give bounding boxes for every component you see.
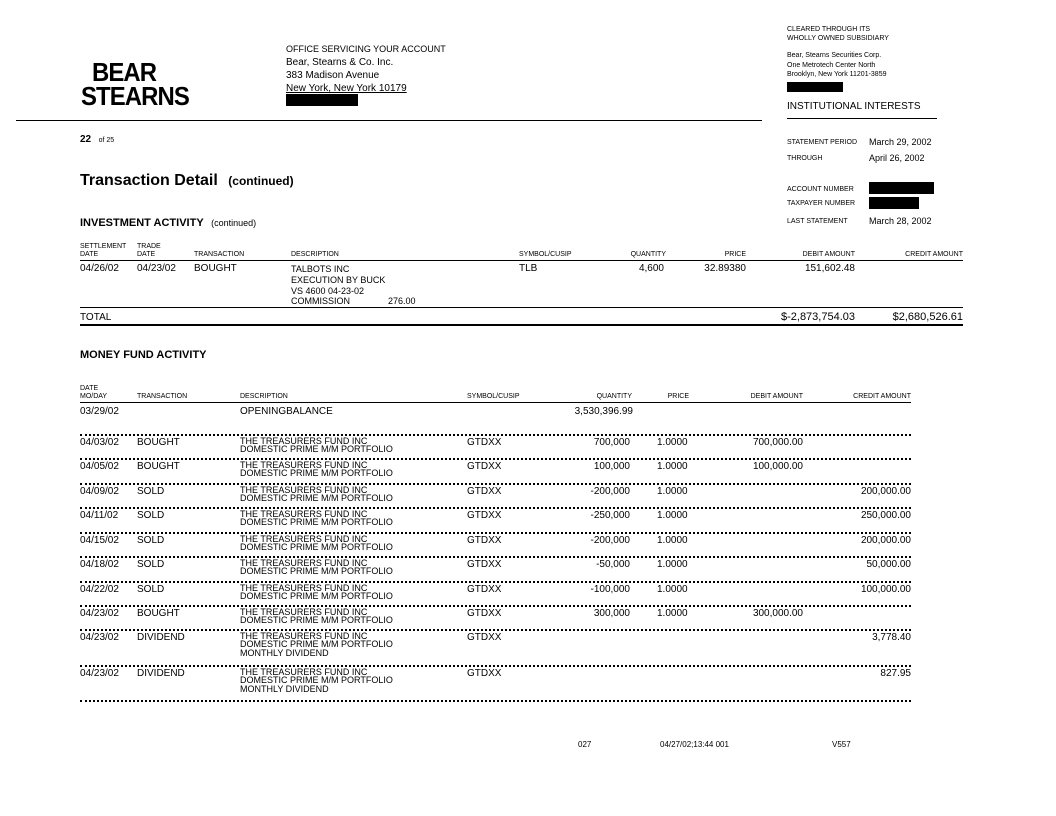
money-fund-title: MONEY FUND ACTIVITY — [80, 349, 207, 361]
through-label: THROUGH — [787, 155, 823, 162]
row-price: 1.0000 — [657, 608, 688, 619]
row-description-1: THE TREASURERS FUND INC — [240, 558, 368, 568]
total-debit: $-2,873,754.03 — [780, 311, 855, 323]
row-description-2: DOMESTIC PRIME M/M PORTFOLIO — [240, 675, 393, 685]
row-separator — [80, 581, 911, 583]
row-symbol: GTDXX — [467, 668, 502, 679]
row-separator — [80, 605, 911, 607]
total-top-rule — [80, 307, 963, 308]
investment-title-suffix: (continued) — [211, 218, 257, 228]
row-separator — [80, 556, 911, 558]
row-description-1: THE TREASURERS FUND INC — [240, 485, 368, 495]
row-description-2: DOMESTIC PRIME M/M PORTFOLIO — [240, 444, 393, 454]
row-quantity: 300,000 — [593, 608, 630, 619]
row-credit: 200,000.00 — [860, 486, 911, 497]
row-date: 04/23/02 — [80, 668, 119, 679]
description-line-3: VS 4600 04-23-02 — [291, 286, 365, 296]
row-quantity: -250,000 — [590, 510, 630, 521]
symbol: TLB — [519, 263, 538, 274]
page-title — [80, 172, 294, 190]
mf-col-date-1: DATE — [80, 385, 99, 392]
bear-stearns-logo — [81, 57, 189, 111]
row-symbol: GTDXX — [467, 461, 502, 472]
cleared-line-2: WHOLLY OWNED SUBSIDIARY — [787, 35, 889, 42]
description-line-1: TALBOTS INC — [291, 264, 350, 274]
row-transaction: BOUGHT — [137, 437, 180, 448]
subsidiary-line-2: One Metrotech Center North — [787, 62, 876, 69]
row-date: 04/23/02 — [80, 632, 119, 643]
row-credit: 827.95 — [880, 668, 911, 679]
col-settlement-date-1: SETTLEMENT — [80, 243, 127, 250]
mf-col-debit: DEBIT AMOUNT — [750, 393, 803, 400]
row-price: 1.0000 — [657, 461, 688, 472]
row-date: 04/09/02 — [80, 486, 119, 497]
row-transaction: SOLD — [137, 535, 165, 546]
logo-line-1: BEAR — [92, 57, 157, 87]
row-symbol: GTDXX — [467, 486, 502, 497]
row-price: 1.0000 — [657, 559, 688, 570]
title-text: Transaction Detail — [80, 172, 218, 189]
row-date: 04/22/02 — [80, 584, 119, 595]
col-description: DESCRIPTION — [291, 251, 339, 258]
description-line-2: EXECUTION BY BUCK — [291, 275, 386, 285]
statement-period-value: March 29, 2002 — [869, 137, 932, 147]
redacted-office-phone — [286, 94, 358, 106]
footer-code-1: 027 — [578, 740, 592, 749]
opening-description: OPENINGBALANCE — [240, 406, 333, 417]
row-symbol: GTDXX — [467, 632, 502, 643]
row-debit: 100,000.00 — [752, 461, 803, 472]
row-separator — [80, 665, 911, 667]
opening-quantity: 3,530,396.99 — [574, 406, 633, 417]
row-quantity: -200,000 — [590, 535, 630, 546]
header-divider — [16, 120, 762, 121]
footer-timestamp: 04/27/02;13:44 001 — [660, 740, 729, 749]
settlement-date: 04/26/02 — [80, 263, 119, 274]
row-credit: 100,000.00 — [860, 584, 911, 595]
row-description-3: MONTHLY DIVIDEND — [240, 648, 329, 658]
row-symbol: GTDXX — [467, 559, 502, 570]
row-date: 04/11/02 — [80, 510, 119, 521]
page-total: of 25 — [98, 137, 115, 144]
row-price: 1.0000 — [657, 584, 688, 595]
row-price: 1.0000 — [657, 486, 688, 497]
mf-col-quantity: QUANTITY — [596, 393, 632, 400]
commission-amount: 276.00 — [388, 296, 416, 306]
row-description-1: THE TREASURERS FUND INC — [240, 460, 368, 470]
row-description-2: DOMESTIC PRIME M/M PORTFOLIO — [240, 591, 393, 601]
total-label: TOTAL — [80, 312, 112, 323]
transaction-type: BOUGHT — [194, 263, 237, 274]
row-date: 04/03/02 — [80, 437, 119, 448]
row-transaction: BOUGHT — [137, 608, 180, 619]
row-price: 1.0000 — [657, 437, 688, 448]
row-description-1: THE TREASURERS FUND INC — [240, 631, 368, 641]
page-number — [80, 129, 114, 147]
investment-activity-title — [80, 213, 256, 231]
row-transaction: SOLD — [137, 486, 165, 497]
logo-line-2: STEARNS — [81, 81, 189, 111]
row-description-2: DOMESTIC PRIME M/M PORTFOLIO — [240, 542, 393, 552]
row-debit: 300,000.00 — [752, 608, 803, 619]
row-description-2: DOMESTIC PRIME M/M PORTFOLIO — [240, 639, 393, 649]
total-credit: $2,680,526.61 — [892, 311, 963, 323]
redacted-account-number — [869, 182, 934, 194]
row-separator — [80, 629, 911, 631]
row-quantity: 100,000 — [593, 461, 630, 472]
subsidiary-line-1: Bear, Stearns Securities Corp. — [787, 52, 882, 59]
investment-title-text: INVESTMENT ACTIVITY — [80, 217, 204, 229]
subsidiary-line-3: Brooklyn, New York 11201-3859 — [787, 71, 887, 78]
row-description-1: THE TREASURERS FUND INC — [240, 509, 368, 519]
row-credit: 3,778.40 — [872, 632, 911, 643]
title-suffix: (continued) — [228, 174, 294, 188]
office-label: OFFICE SERVICING YOUR ACCOUNT — [286, 44, 446, 54]
col-symbol: SYMBOL/CUSIP — [519, 251, 572, 258]
row-debit: 700,000.00 — [752, 437, 803, 448]
row-description-2: DOMESTIC PRIME M/M PORTFOLIO — [240, 468, 393, 478]
col-price: PRICE — [724, 251, 746, 258]
row-symbol: GTDXX — [467, 535, 502, 546]
row-symbol: GTDXX — [467, 437, 502, 448]
cleared-line-1: CLEARED THROUGH ITS — [787, 26, 871, 33]
account-number-label: ACCOUNT NUMBER — [787, 186, 854, 193]
mf-col-date-2: MO/DAY — [80, 393, 108, 400]
row-transaction: SOLD — [137, 584, 165, 595]
col-debit: DEBIT AMOUNT — [802, 251, 855, 258]
debit-amount: 151,602.48 — [804, 263, 855, 274]
col-settlement-date-2: DATE — [80, 251, 99, 258]
description-line-4: COMMISSION — [291, 296, 351, 306]
header-divider-right — [787, 118, 937, 119]
row-quantity: -50,000 — [596, 559, 630, 570]
row-separator — [80, 532, 911, 534]
investment-header-rule — [80, 260, 963, 261]
row-description-1: THE TREASURERS FUND INC — [240, 607, 368, 617]
col-quantity: QUANTITY — [630, 251, 666, 258]
price: 32.89380 — [704, 263, 746, 274]
row-price: 1.0000 — [657, 510, 688, 521]
last-statement-value: March 28, 2002 — [869, 216, 932, 226]
trade-date: 04/23/02 — [137, 263, 176, 274]
row-quantity: -200,000 — [590, 486, 630, 497]
last-statement-label: LAST STATEMENT — [787, 218, 848, 225]
row-credit: 50,000.00 — [866, 559, 911, 570]
row-separator — [80, 507, 911, 509]
office-line-2: 383 Madison Avenue — [286, 70, 380, 81]
row-date: 04/18/02 — [80, 559, 119, 570]
redacted-subsidiary-phone — [787, 82, 843, 92]
row-transaction: BOUGHT — [137, 461, 180, 472]
through-value: April 26, 2002 — [869, 153, 925, 163]
row-quantity: -100,000 — [590, 584, 630, 595]
mf-col-transaction: TRANSACTION — [137, 393, 188, 400]
row-description-2: DOMESTIC PRIME M/M PORTFOLIO — [240, 566, 393, 576]
total-bottom-rule — [80, 324, 963, 326]
page-current: 22 — [80, 134, 92, 145]
redacted-taxpayer-number — [869, 197, 919, 209]
row-date: 04/05/02 — [80, 461, 119, 472]
col-trade-date-1: TRADE — [137, 243, 161, 250]
office-line-1: Bear, Stearns & Co. Inc. — [286, 57, 394, 68]
row-transaction: DIVIDEND — [137, 668, 185, 679]
row-description-2: DOMESTIC PRIME M/M PORTFOLIO — [240, 493, 393, 503]
row-transaction: DIVIDEND — [137, 632, 185, 643]
row-date: 04/23/02 — [80, 608, 119, 619]
row-description-1: THE TREASURERS FUND INC — [240, 667, 368, 677]
row-description-1: THE TREASURERS FUND INC — [240, 436, 368, 446]
mf-col-price: PRICE — [667, 393, 689, 400]
row-date: 04/15/02 — [80, 535, 119, 546]
statement-period-label: STATEMENT PERIOD — [787, 139, 858, 146]
col-transaction: TRANSACTION — [194, 251, 245, 258]
row-transaction: SOLD — [137, 559, 165, 570]
row-symbol: GTDXX — [467, 510, 502, 521]
office-line-3: New York, New York 10179 — [286, 83, 407, 94]
row-credit: 200,000.00 — [860, 535, 911, 546]
row-separator — [80, 483, 911, 485]
row-description-3: MONTHLY DIVIDEND — [240, 684, 329, 694]
row-description-2: DOMESTIC PRIME M/M PORTFOLIO — [240, 615, 393, 625]
row-description-2: DOMESTIC PRIME M/M PORTFOLIO — [240, 517, 393, 527]
table-end-separator — [80, 700, 911, 702]
row-description-1: THE TREASURERS FUND INC — [240, 534, 368, 544]
row-price: 1.0000 — [657, 535, 688, 546]
taxpayer-number-label: TAXPAYER NUMBER — [787, 200, 856, 207]
mf-col-symbol: SYMBOL/CUSIP — [467, 393, 520, 400]
row-symbol: GTDXX — [467, 584, 502, 595]
opening-date: 03/29/02 — [80, 406, 119, 417]
row-separator — [80, 434, 911, 436]
row-quantity: 700,000 — [593, 437, 630, 448]
mf-col-description: DESCRIPTION — [240, 393, 288, 400]
col-credit: CREDIT AMOUNT — [905, 251, 963, 258]
institutional-interests: INSTITUTIONAL INTERESTS — [787, 101, 921, 112]
row-transaction: SOLD — [137, 510, 165, 521]
mf-col-credit: CREDIT AMOUNT — [853, 393, 911, 400]
quantity: 4,600 — [638, 263, 664, 274]
col-trade-date-2: DATE — [137, 251, 156, 258]
row-separator — [80, 458, 911, 460]
row-symbol: GTDXX — [467, 608, 502, 619]
row-credit: 250,000.00 — [860, 510, 911, 521]
row-description-1: THE TREASURERS FUND INC — [240, 583, 368, 593]
footer-code-2: V557 — [832, 740, 851, 749]
mf-header-rule — [80, 402, 911, 403]
